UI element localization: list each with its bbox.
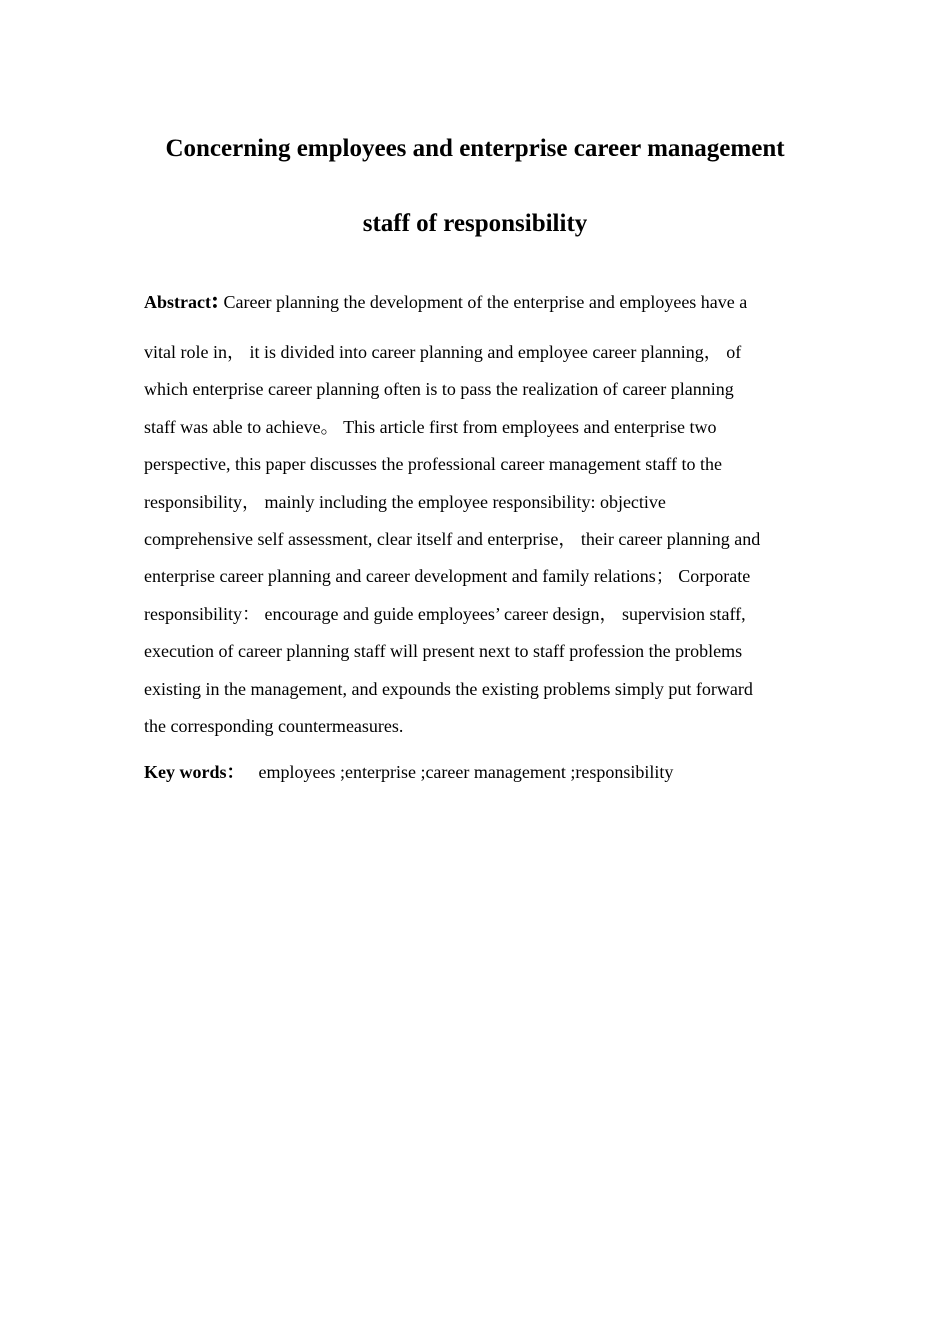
abstract-line: which enterprise career planning often is to pass the realization of career planning — [144, 379, 734, 400]
abstract-colon: : — [210, 288, 219, 314]
page-title-line-1: Concerning employees and enterprise career management — [165, 135, 785, 162]
abstract-line: enterprise career planning and career development and family relations； Corporate — [144, 566, 751, 587]
abstract-text-first: Career planning the development of the enterprise and employees have a — [223, 292, 748, 312]
abstract-line: responsibility， mainly including the employee responsibility: objective — [144, 491, 666, 512]
page-title-line-2: staff of responsibility — [362, 210, 588, 237]
abstract-line: existing in the management, and expounds the existing problems simply put forward — [144, 678, 753, 699]
keywords-text: employees ;enterprise ;career management ;responsibility — [258, 762, 674, 782]
abstract-label: Abstract — [144, 292, 211, 312]
abstract-line: responsibility： encourage and guide employees’ career design， supervision staff, — [144, 603, 746, 624]
abstract-line: execution of career planning staff will present next to staff profession the problems — [144, 641, 743, 662]
abstract-line: the corresponding countermeasures. — [144, 716, 404, 737]
abstract-first-line — [144, 286, 814, 317]
keywords-line — [144, 757, 814, 787]
abstract-body — [144, 334, 814, 745]
abstract-line: staff was able to achieve。 This article first from employees and enterprise two — [144, 416, 717, 437]
keywords-label: Key words： — [144, 762, 245, 782]
abstract-line: vital role in， it is divided into career planning and employee career planning， of — [144, 342, 742, 362]
abstract-line: perspective, this paper discusses the professional career management staff to the — [144, 454, 722, 475]
abstract-line: comprehensive self assessment, clear itself and enterprise， their career planning and — [144, 529, 761, 550]
